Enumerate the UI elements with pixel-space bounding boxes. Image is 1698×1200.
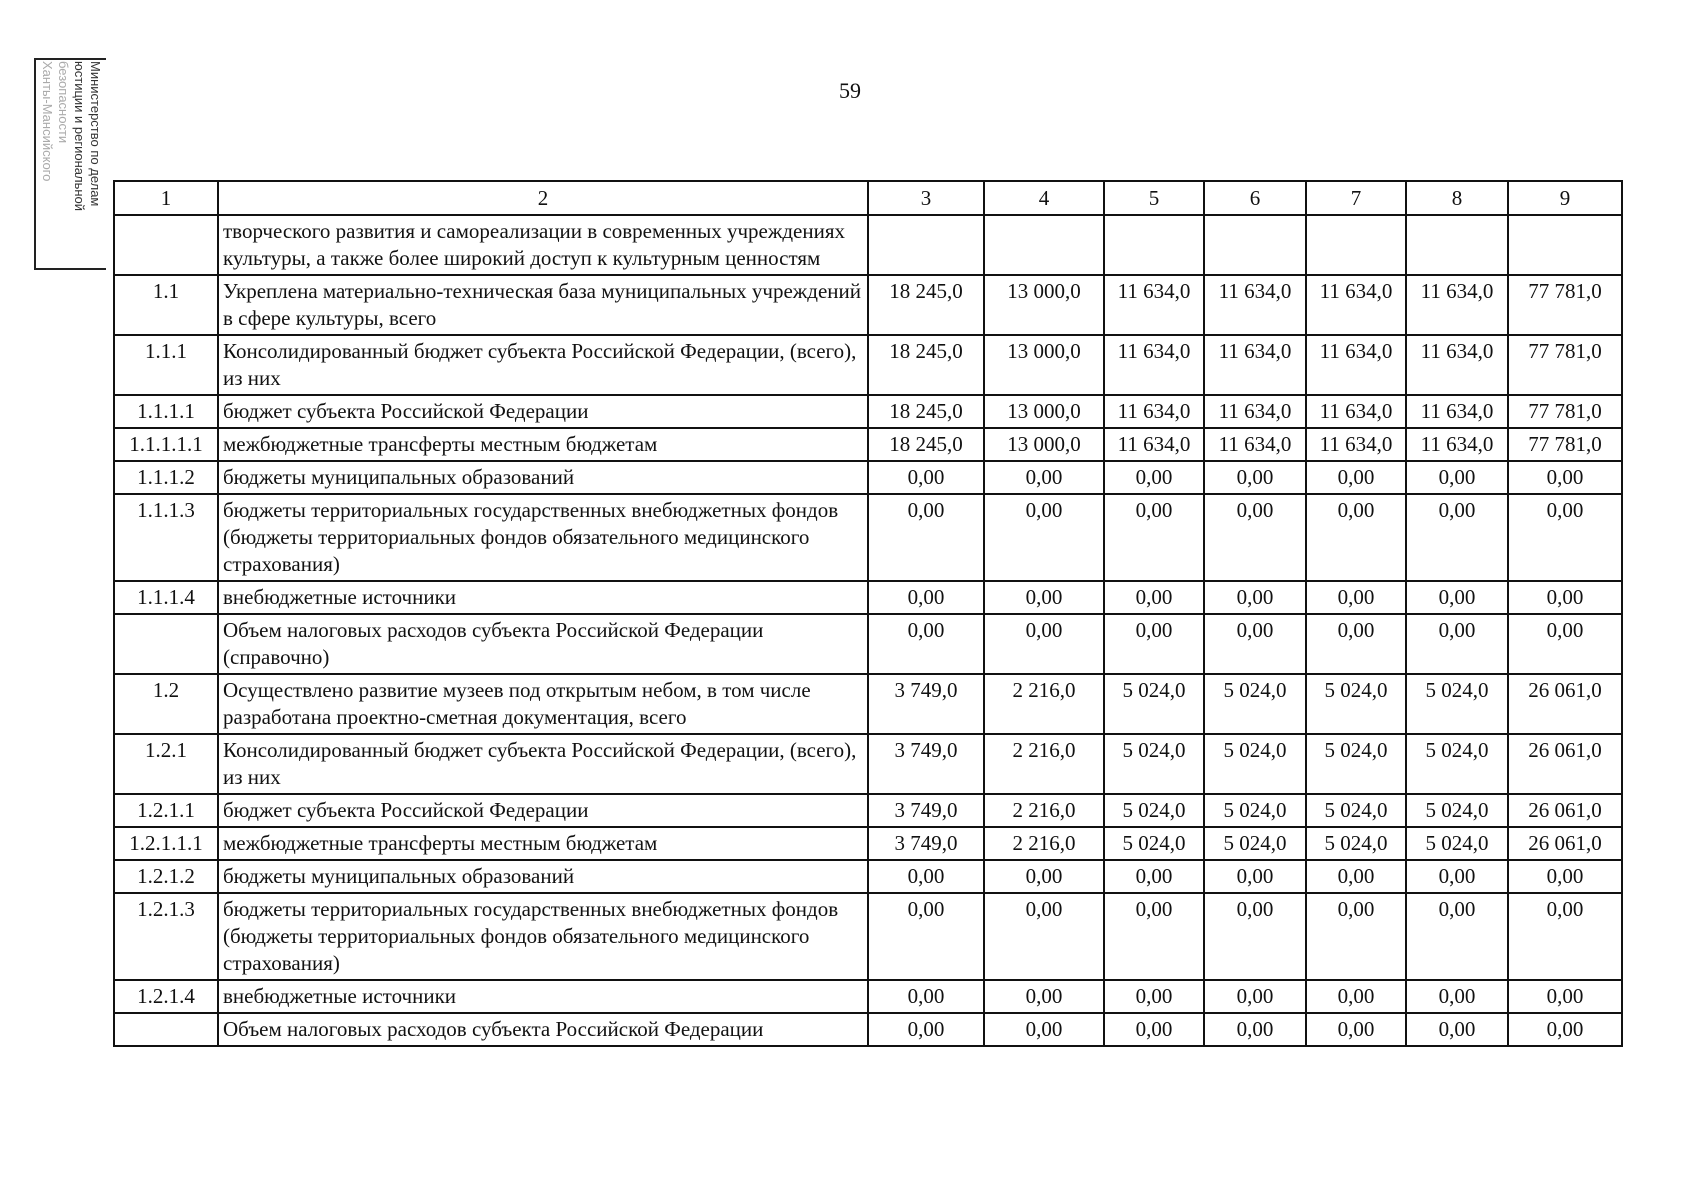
column-header: 3 — [868, 181, 984, 215]
row-value: 0,00 — [1204, 461, 1306, 494]
row-value — [868, 215, 984, 275]
row-value: 0,00 — [1204, 980, 1306, 1013]
row-value: 5 024,0 — [1406, 827, 1508, 860]
row-value: 5 024,0 — [1306, 674, 1406, 734]
row-code: 1.1.1.3 — [114, 494, 218, 581]
row-value: 11 634,0 — [1104, 428, 1204, 461]
column-header: 9 — [1508, 181, 1622, 215]
row-code: 1.1.1.4 — [114, 581, 218, 614]
row-value: 0,00 — [868, 860, 984, 893]
row-value: 5 024,0 — [1104, 674, 1204, 734]
row-value: 0,00 — [1306, 581, 1406, 614]
row-value: 0,00 — [1406, 614, 1508, 674]
row-value: 0,00 — [1508, 860, 1622, 893]
row-description: бюджеты муниципальных образований — [218, 461, 868, 494]
row-value: 0,00 — [984, 893, 1104, 980]
table-row — [114, 581, 1622, 614]
row-code — [114, 215, 218, 275]
row-value — [1104, 215, 1204, 275]
row-value: 0,00 — [1104, 461, 1204, 494]
row-value: 0,00 — [1406, 581, 1508, 614]
registration-stamp — [34, 58, 106, 270]
row-value: 5 024,0 — [1406, 794, 1508, 827]
row-code — [114, 1013, 218, 1046]
row-code: 1.2.1.4 — [114, 980, 218, 1013]
row-value: 11 634,0 — [1104, 335, 1204, 395]
row-value: 0,00 — [1104, 614, 1204, 674]
column-header: 2 — [218, 181, 868, 215]
row-value: 13 000,0 — [984, 395, 1104, 428]
table-row — [114, 674, 1622, 734]
row-value: 0,00 — [868, 494, 984, 581]
table-row — [114, 734, 1622, 794]
row-value: 0,00 — [1306, 494, 1406, 581]
row-value: 2 216,0 — [984, 794, 1104, 827]
row-value: 11 634,0 — [1406, 395, 1508, 428]
row-description: межбюджетные трансферты местным бюджетам — [218, 827, 868, 860]
table-row — [114, 215, 1622, 275]
row-value — [1508, 215, 1622, 275]
row-value: 0,00 — [868, 1013, 984, 1046]
row-value: 3 749,0 — [868, 827, 984, 860]
row-value: 0,00 — [1508, 893, 1622, 980]
row-code: 1.1.1.1.1 — [114, 428, 218, 461]
row-value: 0,00 — [1306, 1013, 1406, 1046]
row-value: 0,00 — [1508, 494, 1622, 581]
row-value: 11 634,0 — [1306, 275, 1406, 335]
row-value: 0,00 — [868, 614, 984, 674]
row-value: 5 024,0 — [1306, 827, 1406, 860]
row-value — [984, 215, 1104, 275]
row-value: 18 245,0 — [868, 275, 984, 335]
row-value: 0,00 — [1204, 494, 1306, 581]
table-row — [114, 275, 1622, 335]
row-value: 11 634,0 — [1104, 275, 1204, 335]
row-value: 77 781,0 — [1508, 428, 1622, 461]
row-value: 0,00 — [1204, 614, 1306, 674]
row-value: 11 634,0 — [1406, 428, 1508, 461]
budget-table — [113, 180, 1623, 1047]
row-description: Консолидированный бюджет субъекта Российской Федерации, (всего), из них — [218, 335, 868, 395]
table-row — [114, 461, 1622, 494]
column-header: 7 — [1306, 181, 1406, 215]
row-value: 2 216,0 — [984, 674, 1104, 734]
row-description: Укреплена материально-техническая база муниципальных учреждений в сфере культуры, всего — [218, 275, 868, 335]
row-value: 0,00 — [1104, 980, 1204, 1013]
row-value: 5 024,0 — [1104, 827, 1204, 860]
row-value: 5 024,0 — [1204, 734, 1306, 794]
row-value: 0,00 — [1306, 614, 1406, 674]
row-value: 0,00 — [1306, 461, 1406, 494]
row-value: 0,00 — [1406, 461, 1508, 494]
row-value: 0,00 — [1306, 893, 1406, 980]
row-value: 0,00 — [984, 494, 1104, 581]
row-value: 0,00 — [868, 980, 984, 1013]
row-value: 0,00 — [984, 1013, 1104, 1046]
row-value: 5 024,0 — [1204, 794, 1306, 827]
row-value: 5 024,0 — [1406, 734, 1508, 794]
row-description: бюджеты территориальных государственных внебюджетных фондов (бюджеты территориальных фондов обязательного медицинского страхования) — [218, 893, 868, 980]
row-value: 0,00 — [984, 461, 1104, 494]
row-value: 0,00 — [984, 860, 1104, 893]
row-value: 0,00 — [1104, 581, 1204, 614]
row-value: 3 749,0 — [868, 734, 984, 794]
row-value: 0,00 — [1406, 980, 1508, 1013]
page-number: 59 — [839, 78, 861, 103]
row-value: 0,00 — [984, 980, 1104, 1013]
table-row — [114, 1013, 1622, 1046]
row-value: 5 024,0 — [1406, 674, 1508, 734]
row-description: Консолидированный бюджет субъекта Российской Федерации, (всего), из них — [218, 734, 868, 794]
column-header: 4 — [984, 181, 1104, 215]
row-value: 5 024,0 — [1104, 794, 1204, 827]
row-value: 18 245,0 — [868, 395, 984, 428]
row-value: 0,00 — [1508, 614, 1622, 674]
row-value: 5 024,0 — [1306, 734, 1406, 794]
column-header: 5 — [1104, 181, 1204, 215]
row-value: 26 061,0 — [1508, 794, 1622, 827]
row-value: 11 634,0 — [1306, 428, 1406, 461]
row-value: 11 634,0 — [1204, 335, 1306, 395]
row-value: 2 216,0 — [984, 827, 1104, 860]
row-value: 0,00 — [1508, 461, 1622, 494]
row-value: 0,00 — [1508, 1013, 1622, 1046]
row-value: 0,00 — [1508, 980, 1622, 1013]
stamp-line: Министерство по делам — [88, 61, 103, 207]
row-value: 0,00 — [868, 461, 984, 494]
row-value: 5 024,0 — [1104, 734, 1204, 794]
row-description: творческого развития и самореализации в современных учреждениях культуры, а также более широкий доступ к культурным ценностям — [218, 215, 868, 275]
row-value: 11 634,0 — [1306, 395, 1406, 428]
row-code: 1.2.1.3 — [114, 893, 218, 980]
row-value: 0,00 — [868, 893, 984, 980]
row-value: 0,00 — [1104, 893, 1204, 980]
row-value: 3 749,0 — [868, 674, 984, 734]
row-value: 0,00 — [1406, 1013, 1508, 1046]
row-value: 0,00 — [1306, 860, 1406, 893]
row-value: 11 634,0 — [1204, 428, 1306, 461]
row-value: 18 245,0 — [868, 335, 984, 395]
table-row — [114, 494, 1622, 581]
row-value: 13 000,0 — [984, 335, 1104, 395]
row-value: 13 000,0 — [984, 428, 1104, 461]
row-code: 1.1.1 — [114, 335, 218, 395]
row-description: Объем налоговых расходов субъекта Российской Федерации (справочно) — [218, 614, 868, 674]
row-value: 0,00 — [984, 581, 1104, 614]
row-value: 0,00 — [1204, 860, 1306, 893]
row-value: 0,00 — [1104, 1013, 1204, 1046]
row-value: 5 024,0 — [1306, 794, 1406, 827]
stamp-line: юстиции и региональной — [72, 61, 87, 212]
row-value: 3 749,0 — [868, 794, 984, 827]
row-code: 1.1.1.2 — [114, 461, 218, 494]
table-row — [114, 794, 1622, 827]
table-row — [114, 395, 1622, 428]
row-description: внебюджетные источники — [218, 980, 868, 1013]
row-code: 1.1.1.1 — [114, 395, 218, 428]
row-description: бюджеты территориальных государственных внебюджетных фондов (бюджеты территориальных фондов обязательного медицинского страхования) — [218, 494, 868, 581]
row-value: 2 216,0 — [984, 734, 1104, 794]
row-description: бюджет субъекта Российской Федерации — [218, 395, 868, 428]
row-value: 11 634,0 — [1306, 335, 1406, 395]
row-value: 26 061,0 — [1508, 674, 1622, 734]
row-description: Осуществлено развитие музеев под открытым небом, в том числе разработана проектно-сметная документация, всего — [218, 674, 868, 734]
row-description: Объем налоговых расходов субъекта Российской Федерации — [218, 1013, 868, 1046]
row-code: 1.2.1.1.1 — [114, 827, 218, 860]
row-code: 1.2.1.1 — [114, 794, 218, 827]
row-value: 11 634,0 — [1204, 275, 1306, 335]
row-value: 0,00 — [1204, 581, 1306, 614]
table-row — [114, 827, 1622, 860]
row-value: 0,00 — [1204, 1013, 1306, 1046]
row-value: 0,00 — [1508, 581, 1622, 614]
row-value: 26 061,0 — [1508, 734, 1622, 794]
column-header: 1 — [114, 181, 218, 215]
row-value: 77 781,0 — [1508, 275, 1622, 335]
row-code — [114, 614, 218, 674]
row-value: 11 634,0 — [1204, 395, 1306, 428]
column-header: 6 — [1204, 181, 1306, 215]
row-value — [1406, 215, 1508, 275]
row-value: 0,00 — [984, 614, 1104, 674]
row-description: бюджет субъекта Российской Федерации — [218, 794, 868, 827]
row-code: 1.2.1 — [114, 734, 218, 794]
row-value: 0,00 — [1406, 860, 1508, 893]
table-header-row — [114, 181, 1622, 215]
column-header: 8 — [1406, 181, 1508, 215]
row-description: бюджеты муниципальных образований — [218, 860, 868, 893]
table-row — [114, 860, 1622, 893]
row-value — [1204, 215, 1306, 275]
row-value: 18 245,0 — [868, 428, 984, 461]
row-value: 77 781,0 — [1508, 395, 1622, 428]
row-value: 26 061,0 — [1508, 827, 1622, 860]
row-value: 0,00 — [1406, 893, 1508, 980]
row-value: 77 781,0 — [1508, 335, 1622, 395]
row-value: 0,00 — [1306, 980, 1406, 1013]
table-row — [114, 980, 1622, 1013]
table-row — [114, 335, 1622, 395]
row-description: внебюджетные источники — [218, 581, 868, 614]
row-value: 5 024,0 — [1204, 674, 1306, 734]
row-description: межбюджетные трансферты местным бюджетам — [218, 428, 868, 461]
table-row — [114, 428, 1622, 461]
row-value: 0,00 — [868, 581, 984, 614]
row-value: 5 024,0 — [1204, 827, 1306, 860]
stamp-line: безопасности — [56, 61, 71, 144]
row-code: 1.2.1.2 — [114, 860, 218, 893]
row-value: 11 634,0 — [1406, 335, 1508, 395]
row-value: 11 634,0 — [1406, 275, 1508, 335]
row-code: 1.2 — [114, 674, 218, 734]
row-value: 0,00 — [1104, 860, 1204, 893]
table-row — [114, 614, 1622, 674]
row-value — [1306, 215, 1406, 275]
row-value: 11 634,0 — [1104, 395, 1204, 428]
row-code: 1.1 — [114, 275, 218, 335]
stamp-line: Ханты-Мансийского — [40, 61, 55, 182]
row-value: 0,00 — [1204, 893, 1306, 980]
table-body — [114, 181, 1622, 1046]
row-value: 0,00 — [1406, 494, 1508, 581]
row-value: 13 000,0 — [984, 275, 1104, 335]
row-value: 0,00 — [1104, 494, 1204, 581]
table-row — [114, 893, 1622, 980]
